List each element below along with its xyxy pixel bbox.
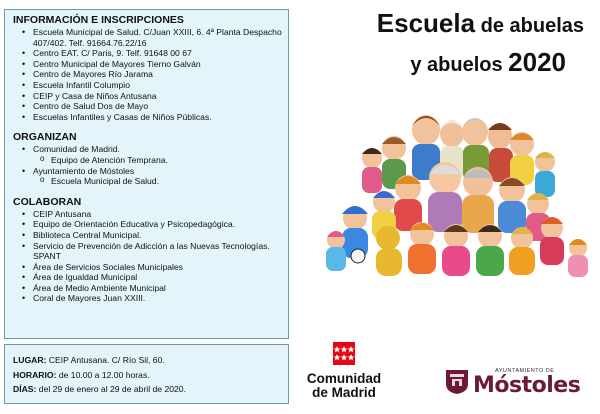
title-rest-2: y abuelos bbox=[410, 54, 509, 76]
organizan-item-label: Ayuntamiento de Móstoles bbox=[33, 165, 135, 176]
lugar-line bbox=[13, 353, 282, 368]
list-item bbox=[33, 144, 282, 165]
cam-line-1: Comunidad bbox=[306, 371, 382, 386]
comunidad-de-madrid-text bbox=[298, 372, 390, 400]
list-item: • Equipo de Orientación Educativa y Psicopedagógica. bbox=[33, 219, 282, 230]
sub-list-item: o Equipo de Atención Temprana. bbox=[51, 155, 282, 166]
list-item: • Centro EAT. C/ Paris, 9. Telf. 91648 00 67 bbox=[33, 48, 282, 59]
lugar-value: CEIP Antusana. C/ Río Sil, 60. bbox=[48, 355, 165, 365]
colaboran-list bbox=[13, 209, 282, 304]
organizan-sublist bbox=[33, 176, 282, 187]
family-figures-image bbox=[300, 108, 600, 284]
title-rest-1: de abuelas bbox=[475, 15, 584, 37]
list-item: • Servicio de Prevención de Adicción a las Nuevas Tecnologías. SPANT bbox=[33, 241, 282, 262]
list-item bbox=[33, 166, 282, 187]
mostoles-shield-icon bbox=[445, 369, 469, 395]
organizan-heading: ORGANIZAN bbox=[13, 131, 77, 144]
dias-line bbox=[13, 382, 282, 397]
title-line-1 bbox=[298, 6, 598, 45]
list-item: • Área de Medio Ambiente Municipal bbox=[33, 283, 282, 294]
horario-value: de 10.00 a 12.00 horas. bbox=[58, 369, 150, 380]
list-item: • Coral de Mayores Juan XXIII. bbox=[33, 293, 282, 304]
comunidad-de-madrid-logo bbox=[298, 342, 390, 402]
list-item: • Área de Servicios Sociales Municipales bbox=[33, 262, 282, 273]
dias-value: del 29 de enero al 29 de abril de 2020. bbox=[38, 384, 186, 394]
list-item: • CEIP y Casa de Niños Antusana bbox=[33, 91, 282, 102]
list-item: • CEIP Antusana bbox=[33, 209, 282, 220]
list-item: • Biblioteca Central Municipal. bbox=[33, 230, 282, 241]
horario-label: HORARIO: bbox=[13, 369, 57, 380]
mostoles-small-text: AYUNTAMIENTO DE bbox=[495, 368, 555, 374]
horario-line bbox=[13, 368, 282, 383]
title-word-escuela: Escuela bbox=[376, 8, 476, 38]
organizan-sublist bbox=[33, 155, 282, 166]
list-item: • Escuela Infantil Columpio bbox=[33, 80, 282, 91]
colaboran-heading: COLABORAN bbox=[13, 195, 82, 208]
lugar-label: LUGAR: bbox=[13, 355, 47, 365]
info-list bbox=[13, 27, 282, 122]
dates-panel bbox=[4, 344, 289, 404]
list-item: • Escuelas Infantiles y Casas de Niños Públicas. bbox=[33, 112, 282, 123]
dias-label: DÍAS: bbox=[13, 384, 37, 394]
page-title bbox=[298, 6, 598, 84]
organizan-list bbox=[13, 144, 282, 186]
list-item: • Escuela Municipal de Salud. C/Juan XXIII, 6. 4ª Planta Despacho 407/402. Telf. 91664.76.22/16 bbox=[33, 27, 282, 48]
list-item: • Centro de Mayores Río Jarama bbox=[33, 69, 282, 80]
title-line-2 bbox=[298, 45, 598, 84]
list-item: • Centro Municipal de Mayores Tierno Galván bbox=[33, 59, 282, 70]
mostoles-logo bbox=[445, 368, 595, 398]
organizan-item-label: Comunidad de Madrid. bbox=[33, 144, 120, 155]
family-illustration bbox=[300, 108, 600, 284]
info-heading: INFORMACIÓN E INSCRIPCIONES bbox=[13, 14, 184, 26]
info-panel bbox=[4, 9, 289, 339]
sub-list-item: o Escuela Municipal de Salud. bbox=[51, 176, 282, 187]
madrid-stars-flag-icon bbox=[333, 342, 355, 365]
list-item: • Centro de Salud Dos de Mayo bbox=[33, 101, 282, 112]
list-item: • Área de Igualdad Municipal bbox=[33, 272, 282, 283]
cam-line-2: de Madrid bbox=[312, 385, 376, 400]
mostoles-name: Móstoles bbox=[473, 373, 581, 398]
title-year: 2020 bbox=[508, 47, 566, 77]
